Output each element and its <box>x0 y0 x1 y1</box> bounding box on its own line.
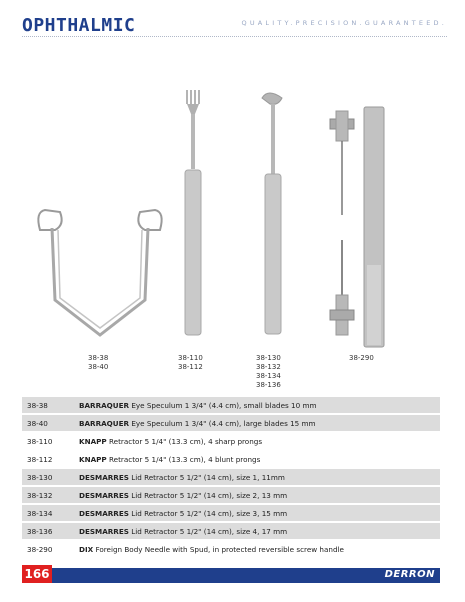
table-row <box>22 397 440 413</box>
product-description: DESMARRES Lid Retractor 5 1/2" (14 cm), size 3, 15 mm <box>79 508 288 518</box>
footer-bar <box>22 568 440 583</box>
product-description: DESMARRES Lid Retractor 5 1/2" (14 cm), size 4, 17 mm <box>79 526 288 536</box>
table-row <box>22 505 440 521</box>
desmarres-retractor-image <box>258 90 288 340</box>
product-description: DESMARRES Lid Retractor 5 1/2" (14 cm), size 1, 11mm <box>79 472 285 482</box>
table-row <box>22 523 440 539</box>
product-code: 38-110 <box>27 436 53 446</box>
product-code: 38-112 <box>27 454 53 464</box>
dix-needle-image <box>318 105 388 350</box>
product-description: BARRAQUER Eye Speculum 1 3/4" (4.4 cm), large blades 15 mm <box>79 418 316 428</box>
product-description: KNAPP Retractor 5 1/4" (13.3 cm), 4 sharp prongs <box>79 436 263 446</box>
product-code: 38-130 <box>27 472 53 482</box>
product-code: 38-38 <box>27 400 48 410</box>
tagline: QUALITY.PRECISION.GUARANTEED. <box>241 19 447 27</box>
product-description: KNAPP Retractor 5 1/4" (13.3 cm), 4 blunt prongs <box>79 454 261 464</box>
knapp-retractor-image <box>178 90 208 340</box>
table-row <box>22 487 440 503</box>
knapp-codes: 38-110 38-112 <box>178 354 203 371</box>
desmarres-codes: 38-130 38-132 38-134 38-136 <box>256 354 281 389</box>
table-row <box>22 415 440 431</box>
product-code: 38-40 <box>27 418 48 428</box>
table-row <box>22 451 440 467</box>
product-code: 38-136 <box>27 526 53 536</box>
product-description: DESMARRES Lid Retractor 5 1/2" (14 cm), size 2, 13 mm <box>79 490 288 500</box>
eye-speculum-image <box>30 200 170 340</box>
table-row <box>22 469 440 485</box>
product-code: 38-290 <box>27 544 53 554</box>
table-row <box>22 433 440 449</box>
product-description: DIX Foreign Body Needle with Spud, in protected reversible screw handle <box>79 544 344 554</box>
product-table <box>22 397 440 559</box>
brand-logo: DERRON <box>384 569 435 580</box>
page-number: 166 <box>22 565 52 583</box>
product-code: 38-132 <box>27 490 53 500</box>
header-divider <box>22 36 447 37</box>
product-description: BARRAQUER Eye Speculum 1 3/4" (4.4 cm), small blades 10 mm <box>79 400 317 410</box>
dix-codes: 38-290 <box>349 354 374 362</box>
product-code: 38-134 <box>27 508 53 518</box>
table-row <box>22 541 440 557</box>
page-title: OPHTHALMIC <box>22 15 136 36</box>
speculum-codes: 38-38 38-40 <box>88 354 109 371</box>
